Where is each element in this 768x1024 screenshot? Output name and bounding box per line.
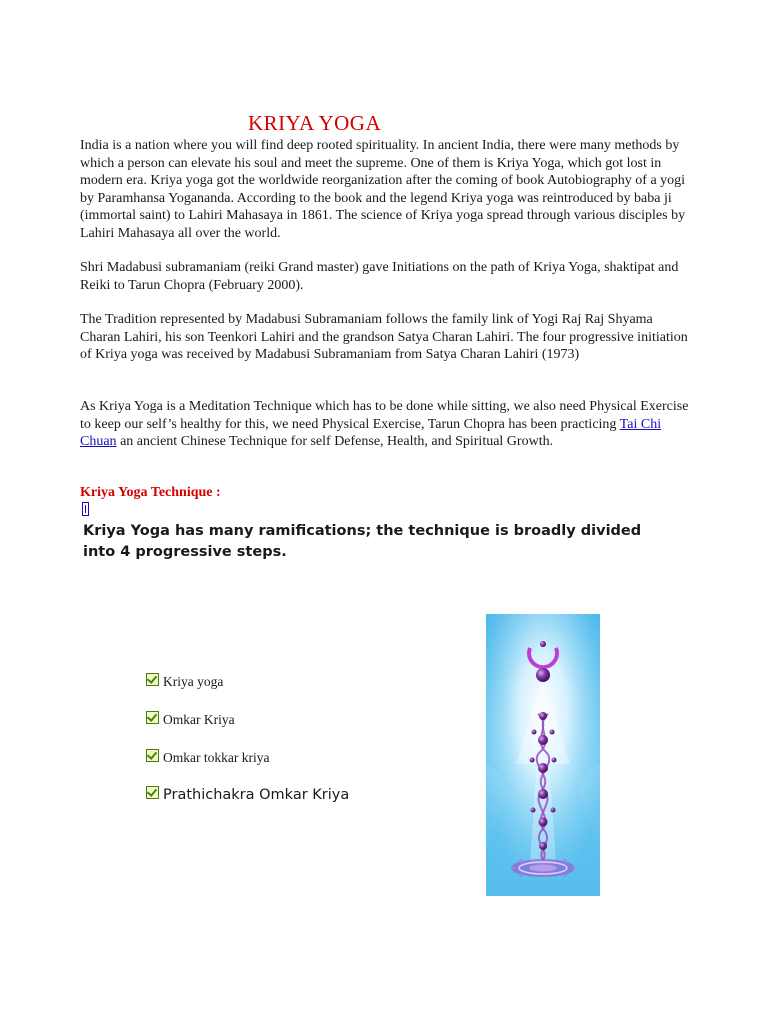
paragraph-text-after-link: an ancient Chinese Technique for self Defense, Health, and Spiritual Growth. xyxy=(116,434,554,450)
list-item xyxy=(146,750,269,766)
checkbox-check-icon xyxy=(146,749,159,762)
kriya-chakra-illustration xyxy=(486,614,600,896)
step-label: Kriya yoga xyxy=(163,674,224,689)
list-item xyxy=(146,712,235,728)
paragraph-text-before-link: As Kriya Yoga is a Meditation Technique which has to be done while sitting, we also need Physical Exercise to keep our self’s healthy for this, we need Physical Exercise, Tarun Chopra has been practicing xyxy=(80,399,689,432)
technique-intro: Kriya Yoga has many ramifications; the technique is broadly divided into 4 progressive steps. xyxy=(83,523,642,560)
technique-heading: Kriya Yoga Technique : xyxy=(80,485,221,500)
paragraph-initiation: Shri Madabusi subramaniam (reiki Grand master) gave Initiations on the path of Kriya Yoga, shaktipat and Reiki to Tarun Chopra (February 2000). xyxy=(80,260,679,293)
step-label: Omkar tokkar kriya xyxy=(163,750,270,765)
list-item xyxy=(146,674,223,690)
paragraph-tradition: The Tradition represented by Madabusi Subramaniam follows the family link of Yogi Raj Raj Shyama Charan Lahiri, his son Teenkori Lahiri and the grandson Satya Charan Lahiri. The four progressive initiation of Kriya yoga was received by Madabusi Subramaniam from Satya Charan Lahiri (1973) xyxy=(80,312,688,363)
checkbox-check-icon xyxy=(146,786,159,799)
list-item xyxy=(146,787,349,803)
page-title: KRIYA YOGA xyxy=(248,111,382,135)
placeholder-glyph-icon xyxy=(82,502,89,516)
checkbox-check-icon xyxy=(146,711,159,724)
tai-chi-chuan-link[interactable]: Tai Chi Chuan xyxy=(80,416,662,450)
checkbox-check-icon xyxy=(146,673,159,686)
paragraph-intro: India is a nation where you will find deep rooted spirituality. In ancient India, there were many methods by which a person can elevate his soul and meet the supreme. One of them is Kriya Yoga, which got lost in modern era. Kriya yoga got the worldwide reorganization after the coming of book Autobiography of a yogi by Paramhansa Yogananda. According to the book and the legend Kriya yoga was reintroduced by baba ji (immortal saint) to Lahiri Mahasaya in 1861. The science of Kriya yoga spread through various disciples by Lahiri Mahasaya all over the world. xyxy=(80,138,686,241)
step-label: Prathichakra Omkar Kriya xyxy=(163,787,350,803)
step-label: Omkar Kriya xyxy=(163,712,235,727)
paragraph-physical-exercise xyxy=(80,398,690,451)
